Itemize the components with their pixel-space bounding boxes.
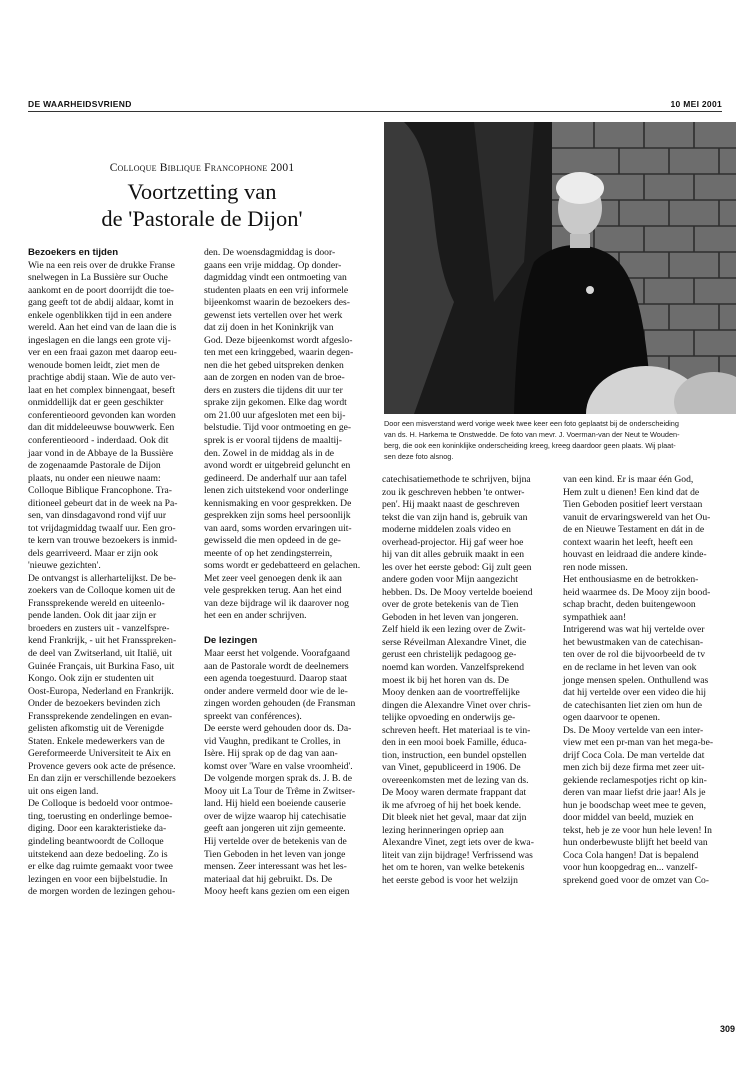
text-line: diging. Door een karakteristieke da- (28, 823, 167, 835)
text-line: den. Zowel in de middag als in de (204, 447, 335, 459)
text-line: zou ik geschreven hebben 'te ontwer- (382, 486, 525, 498)
article-column-2 (204, 247, 376, 899)
text-line: van een kind. Er is maar één God, (563, 474, 694, 485)
text-line: lezing herinneringen opriep aan (382, 824, 504, 836)
text-line: conferentieoord - inderdaad. Ook dit (28, 434, 169, 446)
article-column-3 (382, 474, 556, 888)
text-line: serse Réveilman Alexandre Vinet, die (382, 636, 527, 648)
text-line: dagmiddag vindt een ontmoeting van (204, 272, 347, 284)
text-line: Zelf hield ik een lezing over de Zwit- (382, 624, 526, 636)
text-line: ogen daarvoor te openen. (563, 712, 660, 724)
title-line: de 'Pastorale de Dijon' (101, 206, 303, 231)
text-line: heid waarmee ds. De Mooy zijn bood- (563, 586, 711, 598)
text-line: gang geeft tot de abdij aldaar, komt in (28, 297, 174, 309)
text-line: overeenkomsten met de lezing van ds. (382, 774, 529, 786)
article-column-4 (563, 474, 735, 888)
text-line: snelwegen in La Bussière sur Ouche (28, 272, 168, 284)
text-line: de zogenaamde Pastorale de Dijon (28, 460, 161, 472)
text-line: gaans een vrije middag. Op donder- (204, 259, 342, 271)
text-line: tekst, heb je ze voor hun hele leven! In (563, 824, 712, 836)
text-line: ingeslagen en die langs een grote vij- (28, 334, 171, 346)
text-line: prachtige abdij staan. Wie de auto ver- (28, 372, 176, 384)
text-line: schreven heeft. Het materiaal is te vin- (382, 724, 531, 736)
caption-line: berg, die ook een koninklijke onderscheiding kreeg, kreeg daardoor geen plaats. Wij plaat- (384, 441, 676, 451)
text-line: dat zij doen in het Koninkrijk van (204, 322, 334, 334)
text-line: Intrigerend was wat hij vertelde over (563, 624, 705, 636)
text-line: 'nieuwe gezichten'. (28, 560, 101, 572)
text-line: belstudie. Tijd voor ontmoeting en ge- (204, 422, 352, 434)
text-line: Coca Cola hangen! Dat is bepalend (563, 849, 699, 861)
text-line: er elke dag ruimte gemaakt voor twee (28, 861, 173, 873)
text-line: God. Deze bijeenkomst wordt afgeslo- (204, 334, 353, 346)
text-line: gewenst iets vertellen over het werk (204, 309, 343, 321)
text-line: houvast en leidraad die andere kinde- (563, 549, 707, 561)
text-line: Alexandre Vinet, zegt iets over de kwa- (382, 837, 534, 849)
text-line: tion, instruction, een bundel opstellen (382, 749, 527, 761)
text-line: studenten plaats en een vrij informele (204, 284, 349, 296)
text-line: gewisseld die men opdeed in de ge- (204, 535, 341, 547)
text-line: aankomt en de poort doorrijdt die toe- (28, 284, 174, 296)
text-line: En dan zijn er verschillende bezoekers (28, 773, 176, 785)
text-line (204, 623, 376, 636)
text-line: Mooy heeft kans gezien om een eigen (204, 886, 350, 898)
text-line: Colloque Biblique Francophone. Tra- (28, 485, 172, 497)
text-line: sympathiek aan! (563, 611, 627, 623)
text-line: bijeenkomst waarin de bezoekers des- (204, 297, 350, 309)
text-line: Provence gevers ook acte de présence. (28, 760, 176, 772)
text-line: gelisten afkomstig uit de Verenigde (28, 723, 164, 735)
text-line: uitstekend aan deze bedoeling. Zo is (28, 848, 168, 860)
text-line: de deel van Zwitserland, uit Italië, uit (28, 648, 172, 659)
article-photo (384, 122, 736, 414)
text-line: het een en ander schrijven. (204, 610, 307, 622)
text-line: ver en een fraai gazon met daarop eeu- (28, 347, 177, 359)
text-line: te kern van trouwe bezoekers is inmid- (28, 535, 178, 547)
text-line: vanuit de ervaringswereld van het Ou- (563, 511, 711, 523)
text-line: dat hij vertelde over een video die hij (563, 687, 707, 699)
text-line: Franssprekende zendelingen en evan- (28, 710, 173, 722)
text-line: kennismaking en voor gesprekken. De (204, 497, 352, 509)
text-line: Wie na een reis over de drukke Franse (28, 259, 175, 271)
text-line: jaar vond in de Abbaye de la Bussière (28, 447, 174, 459)
text-line: vid Vaughn, predikant te Crolles, in (204, 735, 341, 747)
text-line: Mooy uit La Tour de Trême in Zwitser- (204, 785, 356, 797)
text-line: wenoude bomen leidt, ziet men de (28, 359, 160, 371)
text-line: uit ons eigen land. (28, 785, 99, 797)
text-line: Tien Geboden in het leven van jonge (204, 848, 346, 860)
text-line: tot vrijdagmiddag twaalf uur. Een gro- (28, 522, 176, 534)
text-line: van Vinet, gepubliceerd in 1906. De (382, 762, 521, 774)
text-line: moest ik bij het horen van ds. De (382, 674, 509, 686)
text-line: den in een mooi boek Famille, éduca- (382, 737, 527, 749)
article-column-1 (28, 247, 198, 899)
text-line: Maar eerst het volgende. Voorafgaand (204, 648, 350, 659)
text-line: gerust een christelijk pedagoog ge- (382, 649, 517, 661)
text-line: dingen die Alexandre Vinet over chris- (382, 699, 531, 711)
text-line: soms wordt er gedebatteerd en gelachen. (204, 560, 361, 572)
text-line: lezingen en voor een bijbelstudie. In (28, 873, 168, 885)
text-line: zingen worden gehouden (de Fransman (204, 698, 356, 710)
text-line: Geboden in het leven van jongeren. (382, 611, 519, 623)
text-line: kend Frankrijk, - uit het Fransspreken- (28, 635, 177, 647)
text-line: Guinée Français, uit Burkina Faso, uit (28, 660, 175, 672)
text-line: zoekers van de Colloque komen uit de (28, 585, 176, 597)
text-line: hun onderbewuste blijft het beeld van (563, 837, 708, 849)
header-rule (28, 111, 722, 112)
text-line: lenen zich uitstekend voor onderlinge (204, 485, 349, 497)
caption-line: Door een misverstand werd vorige week twee keer een foto geplaatst bij de onderscheiding (384, 419, 679, 428)
text-line: door middel van beeld, muziek en (563, 812, 694, 824)
text-line: ren node missen. (563, 561, 628, 573)
text-line: Het enthousiasme en de betrokken- (563, 574, 699, 586)
text-line: laat en het complex binnengaat, beseft (28, 384, 176, 396)
text-line: gindeling beantwoordt de Colloque (28, 835, 164, 847)
text-line: ten over de rol die bijvoorbeeld de tv (563, 649, 705, 661)
text-line: Oost-Europa, Nederland en Frankrijk. (28, 685, 174, 697)
text-line: De Mooy waren dermate frappant dat (382, 787, 527, 799)
text-line: de en Nieuwe Testament en dát in de (563, 524, 705, 536)
text-line: aan de zorgen en noden van de broe- (204, 372, 345, 384)
text-line: broeders en zusters uit - vanzelfspre- (28, 622, 170, 634)
text-line: tekst die van zijn hand is, gebruik van (382, 511, 528, 523)
text-line: deren van maar liefst drie jaar! Als je (563, 787, 706, 799)
text-line: Dit bleek niet het geval, maar dat zijn (382, 812, 527, 824)
text-line: materiaal dat hij gebruikt. Ds. De (204, 873, 333, 885)
title-line: Voortzetting van (127, 179, 277, 204)
text-line: over de grote betekenis van de Tien (382, 599, 519, 611)
text-line: de morgen worden de lezingen gehou- (28, 886, 176, 898)
text-line: gekiende reclamespotjes richt op kin- (563, 774, 707, 786)
text-line: aan de Pastorale wordt de deelnemers (204, 660, 349, 672)
text-line: overhead-projector. Hij gaf weer hoe (382, 536, 524, 548)
text-line: avond wordt er uitgebreid geluncht en (204, 460, 351, 472)
photo-caption (384, 418, 724, 462)
caption-line: sen deze foto alsnog. (384, 452, 454, 462)
text-line: context waarin het leeft, heeft een (563, 536, 693, 548)
text-line: noemd kan worden. Vanzelfsprekend (382, 661, 525, 673)
text-line: en de reclame in het leven van ook (563, 661, 697, 673)
text-line: ditioneel gebeurt dat in de week na Pa- (28, 497, 178, 509)
page-number: 309 (719, 1024, 735, 1034)
text-line: van aard, soms worden ervaringen uit- (204, 522, 352, 534)
publication-name: DE WAARHEIDSVRIEND (28, 99, 132, 109)
text-line: gesprekken zijn soms heel persoonlijk (204, 510, 351, 522)
text-line: om 21.00 uur afgesloten met een bij- (204, 409, 346, 421)
article-title (28, 178, 376, 232)
photo-illustration (384, 122, 736, 414)
text-line: voor hun koopgedrag en... vanzelf- (563, 862, 698, 874)
text-line: Gereformeerde Universiteit te Aix en (28, 748, 171, 760)
text-line: den. De woensdagmiddag is door- (204, 247, 336, 258)
text-line: ik me afvroeg of hij het boek kende. (382, 799, 522, 811)
text-line: De eerste werd gehouden door ds. Da- (204, 723, 352, 735)
text-line: jonge mensen spelen. Onthullend was (563, 674, 709, 686)
text-line: Kongo. Ook zijn er studenten uit (28, 673, 154, 685)
text-line: Staten. Enkele medewerkers van de (28, 735, 165, 747)
text-line: het eerste gebod is voor het welzijn (382, 875, 518, 886)
text-line: mensen. Zeer interessant was het les- (204, 861, 347, 873)
text-line: Isère. Hij sprak op de dag van aan- (204, 748, 338, 760)
text-line: plaats, nu onder een nieuwe naam: (28, 472, 161, 484)
text-line: vele gesprekken terug. Aan het eind (204, 585, 342, 597)
text-line: nen die het gebed uitspreken denken (204, 359, 344, 371)
text-line: telijke opvoeding en onderwijs ge- (382, 712, 516, 724)
text-line: liteit van zijn bijdrage! Verfrissend was (382, 849, 533, 861)
text-line: geeft aan jongeren uit zijn gemeente. (204, 823, 346, 835)
section-heading: De lezingen (204, 635, 258, 647)
text-line: het bewustmaken van de catechisan- (563, 636, 704, 648)
text-line: meente of op het zendingsterrein, (204, 547, 333, 559)
text-line: gedineerd. De anderhalf uur aan tafel (204, 472, 347, 484)
text-line: Ds. De Mooy vertelde van een inter- (563, 724, 704, 736)
text-line: dels gearriveerd. Maar er zijn ook (28, 547, 158, 559)
text-line: catechisatiemethode te schrijven, bijna (382, 474, 531, 485)
text-line: een agenda toegestuurd. Daarop staat (204, 673, 348, 685)
text-line: sprake zijn gekomen. Elke dag wordt (204, 397, 347, 409)
text-line: schap bracht, deden buitengewoon (563, 599, 696, 611)
text-line: onder andere vermeld door wie de le- (204, 685, 348, 697)
text-line: hun je boodschap weet mee te geven, (563, 799, 707, 811)
text-line: spreekt van conférences). (204, 710, 302, 722)
text-line: hij van dit alles gebruik maakt in een (382, 549, 524, 561)
section-heading: Bezoekers en tijden (28, 247, 119, 258)
text-line: ders en zusters die tijdens dit uur ter (204, 384, 343, 396)
text-line: wereld. Aan het eind van de laan die is (28, 322, 177, 334)
text-line: moderne middelen zoals video en (382, 524, 511, 536)
text-line: andere goden voor Mijn aangezicht (382, 574, 518, 586)
text-line: De ontvangst is allerhartelijkst. De be- (28, 572, 177, 584)
caption-line: van ds. H. Harkema te Onstwedde. De foto van mevr. J. Voerman-van der Neut te Wouden- (384, 430, 680, 440)
text-line: van deze bijdrage wil ik daarover nog (204, 597, 349, 609)
text-line: drijf Coca Cola. De man vertelde dat (563, 749, 705, 761)
text-line: pende landen. Ook dit jaar zijn er (28, 610, 157, 622)
article-kicker: Colloque Biblique Francophone 2001 (109, 162, 295, 174)
text-line: view met een pr-man van het mega-be- (563, 737, 714, 749)
text-line: Mooy denken aan de voortreffelijke (382, 687, 520, 699)
text-line: Met zeer veel genoegen denk ik aan (204, 572, 342, 584)
text-line: men zich bij deze firma met zeer uit- (563, 762, 705, 774)
text-line: pen'. Hij maakt naast de geschreven (382, 499, 520, 511)
text-line: het om te horen, van welke betekenis (382, 862, 525, 874)
text-line: les over het eerste gebod: Gij zult geen (382, 561, 532, 573)
text-line: sprek is er vooral tijdens de maaltij- (204, 434, 343, 446)
text-line: enkele ogenblikken tijd in een andere (28, 309, 172, 321)
text-line: Tien Geboden positief leert verstaan (563, 499, 703, 511)
text-line: Hem zult u dienen! Een kind dat de (563, 486, 700, 498)
text-line: dan dit middeleeuwse bouwwerk. Een (28, 422, 175, 434)
issue-date: 10 MEI 2001 (670, 99, 722, 109)
text-line: sen, van dinsdagavond rond vijf uur (28, 510, 167, 522)
text-line: land. Hij hield een boeiende causerie (204, 798, 346, 810)
text-line: hebben. Ds. De Mooy vertelde boeiend (382, 586, 533, 598)
text-line: ting, toerusting en onderlinge bemoe- (28, 810, 173, 822)
text-line: komst over 'Ware en valse vroomheid'. (204, 760, 353, 772)
text-line: over de wijze waarop hij catechisatie (204, 810, 346, 822)
text-line: onmiddellijk dat er geen geschikter (28, 397, 164, 409)
text-line: De Colloque is bedoeld voor ontmoe- (28, 798, 173, 810)
text-line: conferentieoord gevonden kan worden (28, 409, 176, 421)
text-line: sprekend goed voor de omzet van Co- (563, 875, 709, 886)
text-line: Onder de bezoekers bevinden zich (28, 698, 161, 710)
text-line: de catechisanten liet zien om hun de (563, 699, 703, 711)
text-line: Franssprekende wereld en uiteenlo- (28, 597, 165, 609)
text-line: De volgende morgen sprak ds. J. B. de (204, 773, 352, 785)
text-line: Hij vertelde over de betekenis van de (204, 835, 347, 847)
text-line: ten met een kringgebed, waarin degen- (204, 347, 354, 359)
